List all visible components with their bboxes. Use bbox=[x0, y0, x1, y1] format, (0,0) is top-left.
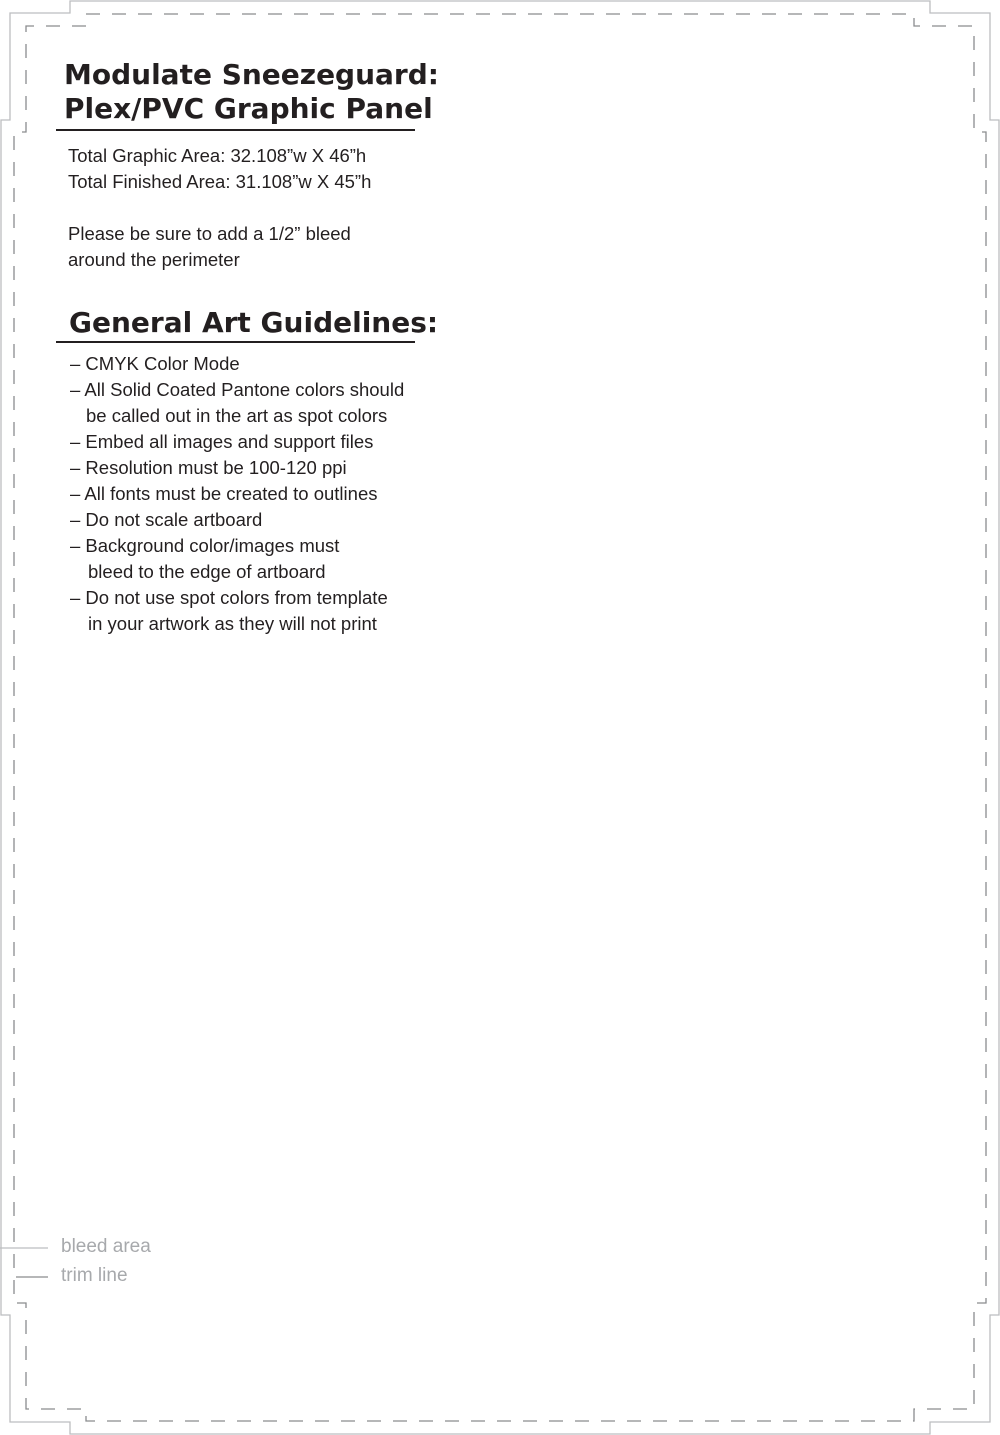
guidelines-heading: General Art Guidelines: bbox=[69, 306, 439, 339]
bleed-instruction bbox=[68, 221, 351, 273]
guideline-item: – Background color/images must bbox=[70, 535, 340, 556]
guideline-item: – CMYK Color Mode bbox=[70, 353, 240, 374]
bleed-instruction-line-1: Please be sure to add a 1/2” bleed bbox=[68, 223, 351, 244]
guideline-item-continuation: in your artwork as they will not print bbox=[88, 613, 377, 634]
title-underline bbox=[56, 129, 415, 131]
finished-area-spec: Total Finished Area: 31.108”w X 45”h bbox=[68, 171, 372, 192]
graphic-area-spec: Total Graphic Area: 32.108”w X 46”h bbox=[68, 145, 367, 166]
guidelines-underline bbox=[56, 341, 415, 343]
title-line-1: Modulate Sneezeguard: bbox=[64, 58, 439, 91]
guideline-item: – All fonts must be created to outlines bbox=[70, 483, 378, 504]
bleed-instruction-line-2: around the perimeter bbox=[68, 249, 240, 270]
page-title bbox=[64, 58, 439, 126]
guideline-item: – Do not use spot colors from template bbox=[70, 587, 388, 608]
guideline-item: – Do not scale artboard bbox=[70, 509, 263, 530]
guideline-item-continuation: bleed to the edge of artboard bbox=[88, 561, 326, 582]
guidelines-list bbox=[70, 351, 404, 637]
guideline-item: – All Solid Coated Pantone colors should bbox=[70, 379, 405, 400]
guideline-item: – Embed all images and support files bbox=[70, 431, 374, 452]
guideline-item-continuation: be called out in the art as spot colors bbox=[86, 405, 388, 426]
title-line-2: Plex/PVC Graphic Panel bbox=[64, 92, 433, 125]
bleed-area-outline bbox=[1, 1, 999, 1434]
guideline-item: – Resolution must be 100-120 ppi bbox=[70, 457, 347, 478]
trim-line-label: trim line bbox=[61, 1265, 128, 1286]
size-specs bbox=[68, 143, 371, 195]
bleed-area-label: bleed area bbox=[61, 1236, 151, 1257]
